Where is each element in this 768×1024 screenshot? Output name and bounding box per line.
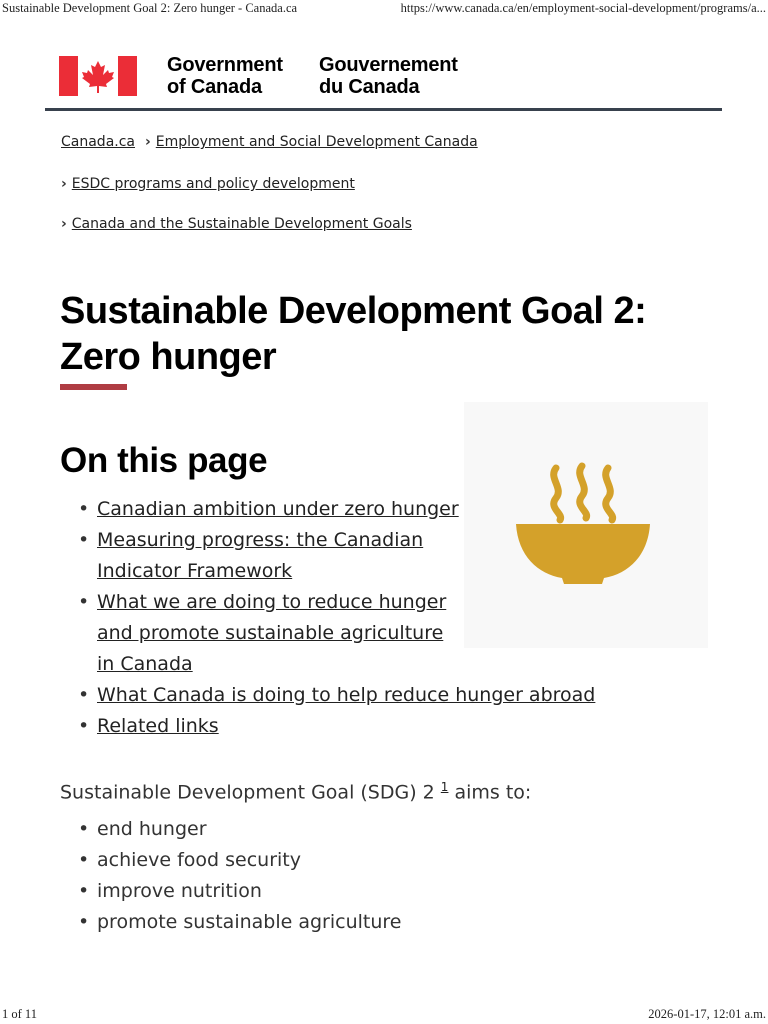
intro-paragraph [60,772,531,806]
page-title [60,288,700,380]
list-item [78,587,457,680]
print-page-title: Sustainable Development Goal 2: Zero hunger - Canada.ca [2,1,298,15]
print-page-url: https://www.canada.ca/en/employment-social-development/programs/a... [400,1,766,15]
breadcrumb-item [61,174,355,194]
chevron-right-icon: › [61,216,67,232]
toc-link-measuring-progress[interactable]: Measuring progress: the Canadian Indicator Framework [97,529,424,582]
print-datetime: 2026-01-17, 12:01 a.m. [648,1007,766,1021]
signature-fr-line-2: du Canada [319,76,420,98]
breadcrumb-item [61,132,135,152]
on-this-page-heading: On this page [60,441,268,480]
toc-link-ambition[interactable]: Canadian ambition under zero hunger [97,498,459,520]
list-item: • improve nutrition [78,876,402,907]
chevron-right-icon: › [145,134,151,150]
list-item: • end hunger [78,814,402,845]
on-this-page-list [78,494,598,742]
list-item [78,711,598,742]
list-item: • promote sustainable agriculture [78,907,402,938]
print-footer [0,1006,768,1024]
sdg-aims-list [78,814,402,938]
signature-en-line-2: of Canada [167,76,262,98]
print-header [0,0,768,18]
government-header [45,46,722,111]
breadcrumb-item [145,132,478,152]
toc-link-related-links[interactable]: Related links [97,715,219,737]
canada-flag-icon[interactable] [59,56,137,96]
print-page-number: 1 of 11 [2,1007,37,1021]
signature-english[interactable] [167,54,283,98]
chevron-right-icon: › [61,176,67,192]
intro-text-before: Sustainable Development Goal (SDG) 2 [60,781,441,804]
page-title-line-2: Zero hunger [60,336,277,378]
breadcrumb-link-sdgs[interactable]: Canada and the Sustainable Development Goals [71,216,412,232]
signature-french[interactable] [319,54,458,98]
breadcrumb-link-esdc[interactable]: Employment and Social Development Canada [155,134,478,150]
intro-text-after: aims to: [448,781,532,804]
list-item [78,525,427,587]
toc-link-hunger-abroad[interactable]: What Canada is doing to help reduce hunger abroad [97,684,596,706]
footnote-link-1[interactable]: 1 [440,780,449,794]
list-item [78,680,598,711]
signature-fr-line-1: Gouvernement [319,54,458,76]
list-item [78,494,598,525]
list-item: • achieve food security [78,845,402,876]
title-underline [60,384,127,390]
page-title-line-1: Sustainable Development Goal 2: [60,290,647,332]
breadcrumb-item [61,214,412,234]
breadcrumb-link-canada[interactable]: Canada.ca [61,134,135,150]
toc-link-reduce-hunger-canada[interactable]: What we are doing to reduce hunger and promote sustainable agriculture in Canada [97,591,447,675]
breadcrumb-link-programs[interactable]: ESDC programs and policy development [71,176,355,192]
signature-en-line-1: Government [167,54,283,76]
